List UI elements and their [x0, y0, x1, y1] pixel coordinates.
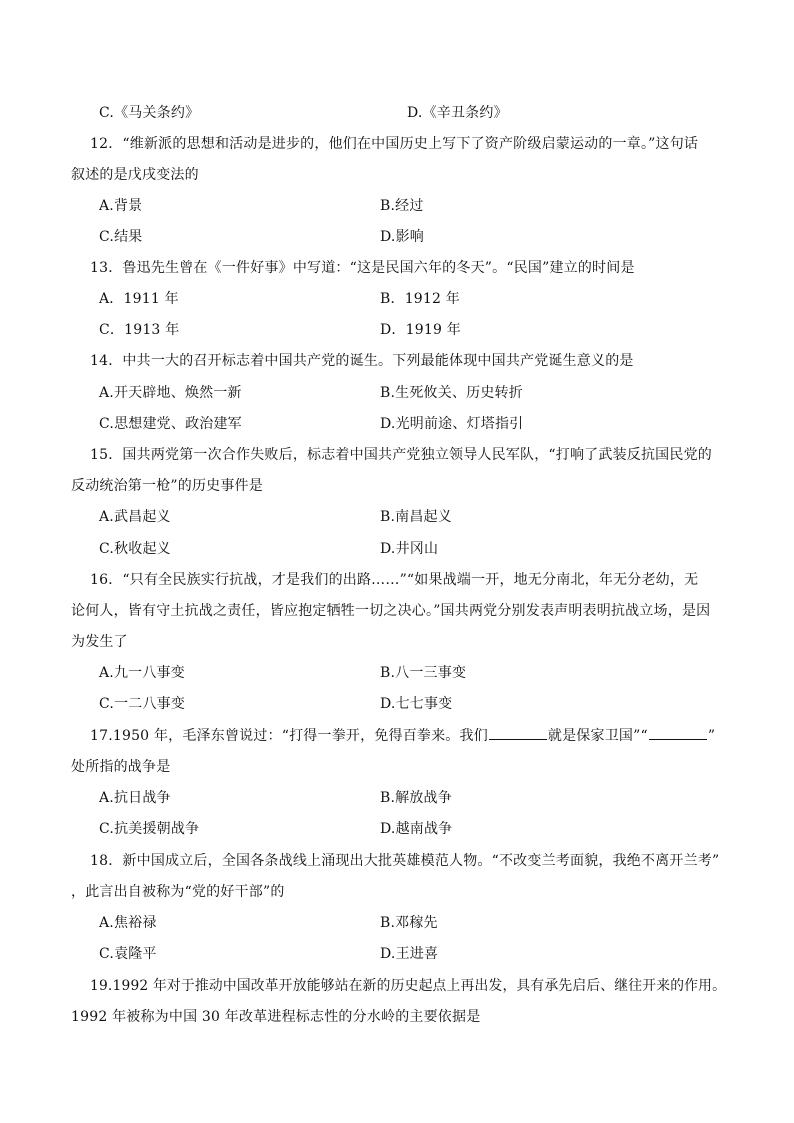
q18-stem-line1: 18．新中国成立后，全国各条战线上涌现出大批英雄模范人物。“不改变兰考面貌，我绝不离开兰考”	[90, 853, 720, 869]
q17-option-a: A.抗日战争	[99, 790, 171, 806]
q11-option-d: D.《辛丑条约》	[407, 105, 508, 121]
q14-option-a: A.开天辟地、焕然一新	[99, 385, 242, 401]
q12-stem-line2: 叙述的是戊戌变法的	[71, 167, 199, 183]
q13-stem-line1: 13．鲁迅先生曾在《一件好事》中写道：“这是民国六年的冬天”。“民国”建立的时间是	[90, 260, 635, 276]
q16-option-a: A.九一八事变	[99, 665, 185, 681]
q15-option-a: A.武昌起义	[99, 509, 171, 525]
q16-stem-line2: 论何人，皆有守土抗战之责任，皆应抱定牺牲一切之决心。”国共两党分别发表声明表明抗战立场，是因	[71, 603, 711, 619]
q17-option-c: C.抗美援朝战争	[99, 821, 200, 837]
q18-option-d: D.王进喜	[380, 946, 439, 962]
q12-option-a: A.背景	[99, 198, 143, 214]
q15-option-d: D.井冈山	[380, 541, 439, 557]
q14-option-c: C.思想建党、政治建军	[99, 416, 242, 432]
q16-option-c: C.一二八事变	[99, 696, 186, 712]
q19-stem-line1: 19.1992 年对于推动中国改革开放能够站在新的历史起点上再出发，具有承先启后、继往开来的作用。	[90, 978, 727, 994]
q18-option-a: A.焦裕禄	[99, 915, 157, 931]
q17-stem-line2: 处所指的战争是	[71, 759, 171, 775]
q14-stem-line1: 14．中共一大的召开标志着中国共产党的诞生。下列最能体现中国共产党诞生意义的是	[90, 353, 634, 369]
q14-option-b: B.生死攸关、历史转折	[380, 385, 523, 401]
q13-option-c: C．1913 年	[99, 322, 180, 338]
q17-option-b: B.解放战争	[380, 790, 452, 806]
q12-option-b: B.经过	[380, 198, 424, 214]
q17-option-d: D.越南战争	[380, 821, 453, 837]
q15-option-b: B.南昌起义	[380, 509, 452, 525]
q13-option-d: D．1919 年	[380, 322, 461, 338]
q15-stem-line2: 反动统治第一枪”的历史事件是	[71, 478, 263, 494]
q17-stem-part1: 17.1950 年，毛泽东曾说过：“打得一拳开，免得百拳来。我们	[90, 728, 488, 744]
q17-stem-part2: 就是保家卫国”“	[547, 728, 648, 744]
q18-stem-line2: ，此言出自被称为“党的好干部”的	[71, 884, 285, 900]
q13-option-b: B．1912 年	[380, 291, 460, 307]
q16-stem-line3: 为发生了	[71, 634, 128, 650]
q14-option-d: D.光明前途、灯塔指引	[380, 416, 524, 432]
q16-stem-line1: 16．“只有全民族实行抗战，才是我们的出路……”“如果战端一开，地无分南北，年无分老幼，无	[90, 572, 699, 588]
q12-option-c: C.结果	[99, 229, 143, 245]
q18-option-c: C.袁隆平	[99, 946, 157, 962]
q16-option-b: B.八一三事变	[380, 665, 467, 681]
q16-option-d: D.七七事变	[380, 696, 453, 712]
q12-option-d: D.影响	[380, 229, 424, 245]
q17-stem-part3: ”	[707, 728, 716, 744]
q13-option-a: A．1911 年	[99, 291, 179, 307]
q11-option-c: C.《马关条约》	[99, 105, 200, 121]
q17-blank-1	[489, 727, 547, 740]
q18-option-b: B.邓稼先	[380, 915, 438, 931]
q17-stem-line1	[90, 727, 715, 745]
q19-stem-line2: 1992 年被称为中国 30 年改革进程标志性的分水岭的主要依据是	[71, 1009, 481, 1025]
q15-option-c: C.秋收起义	[99, 541, 171, 557]
q15-stem-line1: 15．国共两党第一次合作失败后，标志着中国共产党独立领导人民军队，“打响了武装反抗国民党的	[90, 447, 712, 463]
q12-stem-line1: 12．“维新派的思想和活动是进步的，他们在中国历史上写下了资产阶级启蒙运动的一章。”这句话	[90, 136, 699, 152]
q17-blank-2	[649, 727, 707, 740]
